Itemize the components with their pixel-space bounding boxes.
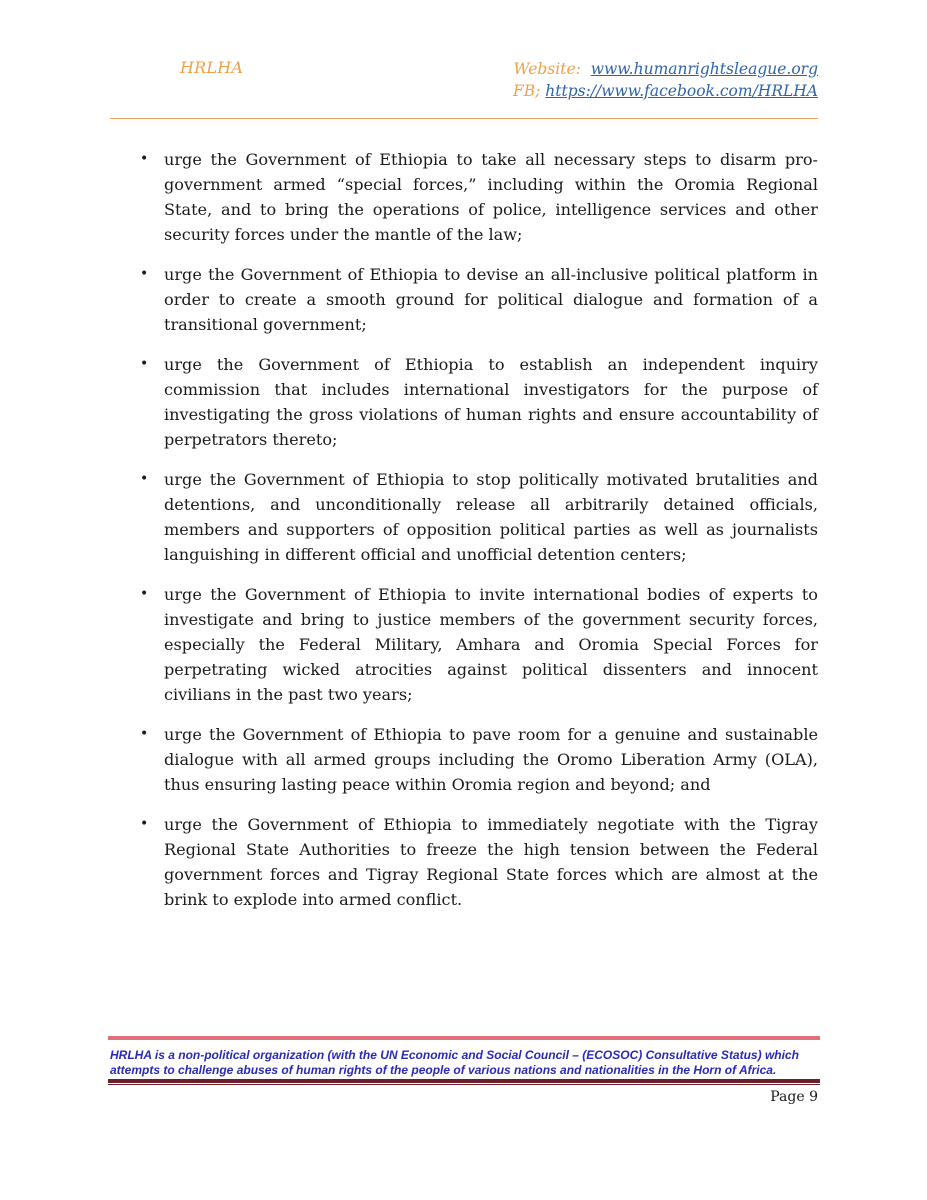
header-contact xyxy=(513,58,818,102)
footer-divider-top xyxy=(108,1036,820,1040)
list-item xyxy=(110,582,818,707)
bullet-icon: • xyxy=(140,471,149,487)
bullet-icon: • xyxy=(140,356,149,372)
list-item-text: urge the Government of Ethiopia to establish an independent inquiry commission that includes international investigators for the purpose of investigating the gross violations of human rights and ensure accountability of perpetrators thereto; xyxy=(164,355,818,449)
bullet-icon: • xyxy=(140,151,149,167)
list-item-text: urge the Government of Ethiopia to take all necessary steps to disarm pro-government armed “special forces,” including within the Oromia Regional State, and to bring the operations of police, intelligence services and other security forces under the mantle of the law; xyxy=(164,150,818,244)
website-link[interactable]: www.humanrightsleague.org xyxy=(590,60,818,78)
header-fb-line xyxy=(513,80,818,102)
header-divider xyxy=(110,118,818,119)
bullet-icon: • xyxy=(140,586,149,602)
footer-statement: HRLHA is a non-political organization (with the UN Economic and Social Council – (ECOSOC) Consultative Status) which attempts to challenge abuses of human rights of the people of various nations and nationalities in the Horn of Africa. xyxy=(110,1048,799,1077)
footer-divider-thin xyxy=(108,1084,820,1085)
list-item xyxy=(110,352,818,452)
page-number: Page 9 xyxy=(770,1089,818,1105)
list-item xyxy=(110,262,818,337)
list-item-text: urge the Government of Ethiopia to immediately negotiate with the Tigray Regional State Authorities to freeze the high tension between the Federal government forces and Tigray Regional State forces which are almost at the brink to explode into armed conflict. xyxy=(164,815,818,909)
bullet-icon: • xyxy=(140,266,149,282)
list-item xyxy=(110,722,818,797)
list-item-text: urge the Government of Ethiopia to stop politically motivated brutalities and detentions, and unconditionally release all arbitrarily detained officials, members and supporters of opposition political parties as well as journalists languishing in different official and unofficial detention centers; xyxy=(164,470,818,564)
list-item-text: urge the Government of Ethiopia to invite international bodies of experts to investigate and bring to justice members of the government security forces, especially the Federal Military, Amhara and Oromia Special Forces for perpetrating wicked atrocities against political dissenters and innocent civilians in the past two years; xyxy=(164,585,818,704)
website-label: Website: xyxy=(513,60,581,78)
header-org-name: HRLHA xyxy=(180,58,244,77)
bullet-icon: • xyxy=(140,816,149,832)
footer-divider-thick xyxy=(108,1079,820,1083)
fb-link[interactable]: https://www.facebook.com/HRLHA xyxy=(545,82,818,100)
list-item xyxy=(110,147,818,247)
recommendation-list xyxy=(110,147,818,912)
bullet-icon: • xyxy=(140,726,149,742)
document-body xyxy=(110,147,818,927)
list-item-text: urge the Government of Ethiopia to devise an all-inclusive political platform in order to create a smooth ground for political dialogue and formation of a transitional government; xyxy=(164,265,818,334)
list-item xyxy=(110,467,818,567)
header-website-line xyxy=(513,58,818,80)
list-item-text: urge the Government of Ethiopia to pave room for a genuine and sustainable dialogue with all armed groups including the Oromo Liberation Army (OLA), thus ensuring lasting peace within Oromia region and beyond; and xyxy=(164,725,818,794)
fb-label: FB; xyxy=(512,82,541,100)
list-item xyxy=(110,812,818,912)
